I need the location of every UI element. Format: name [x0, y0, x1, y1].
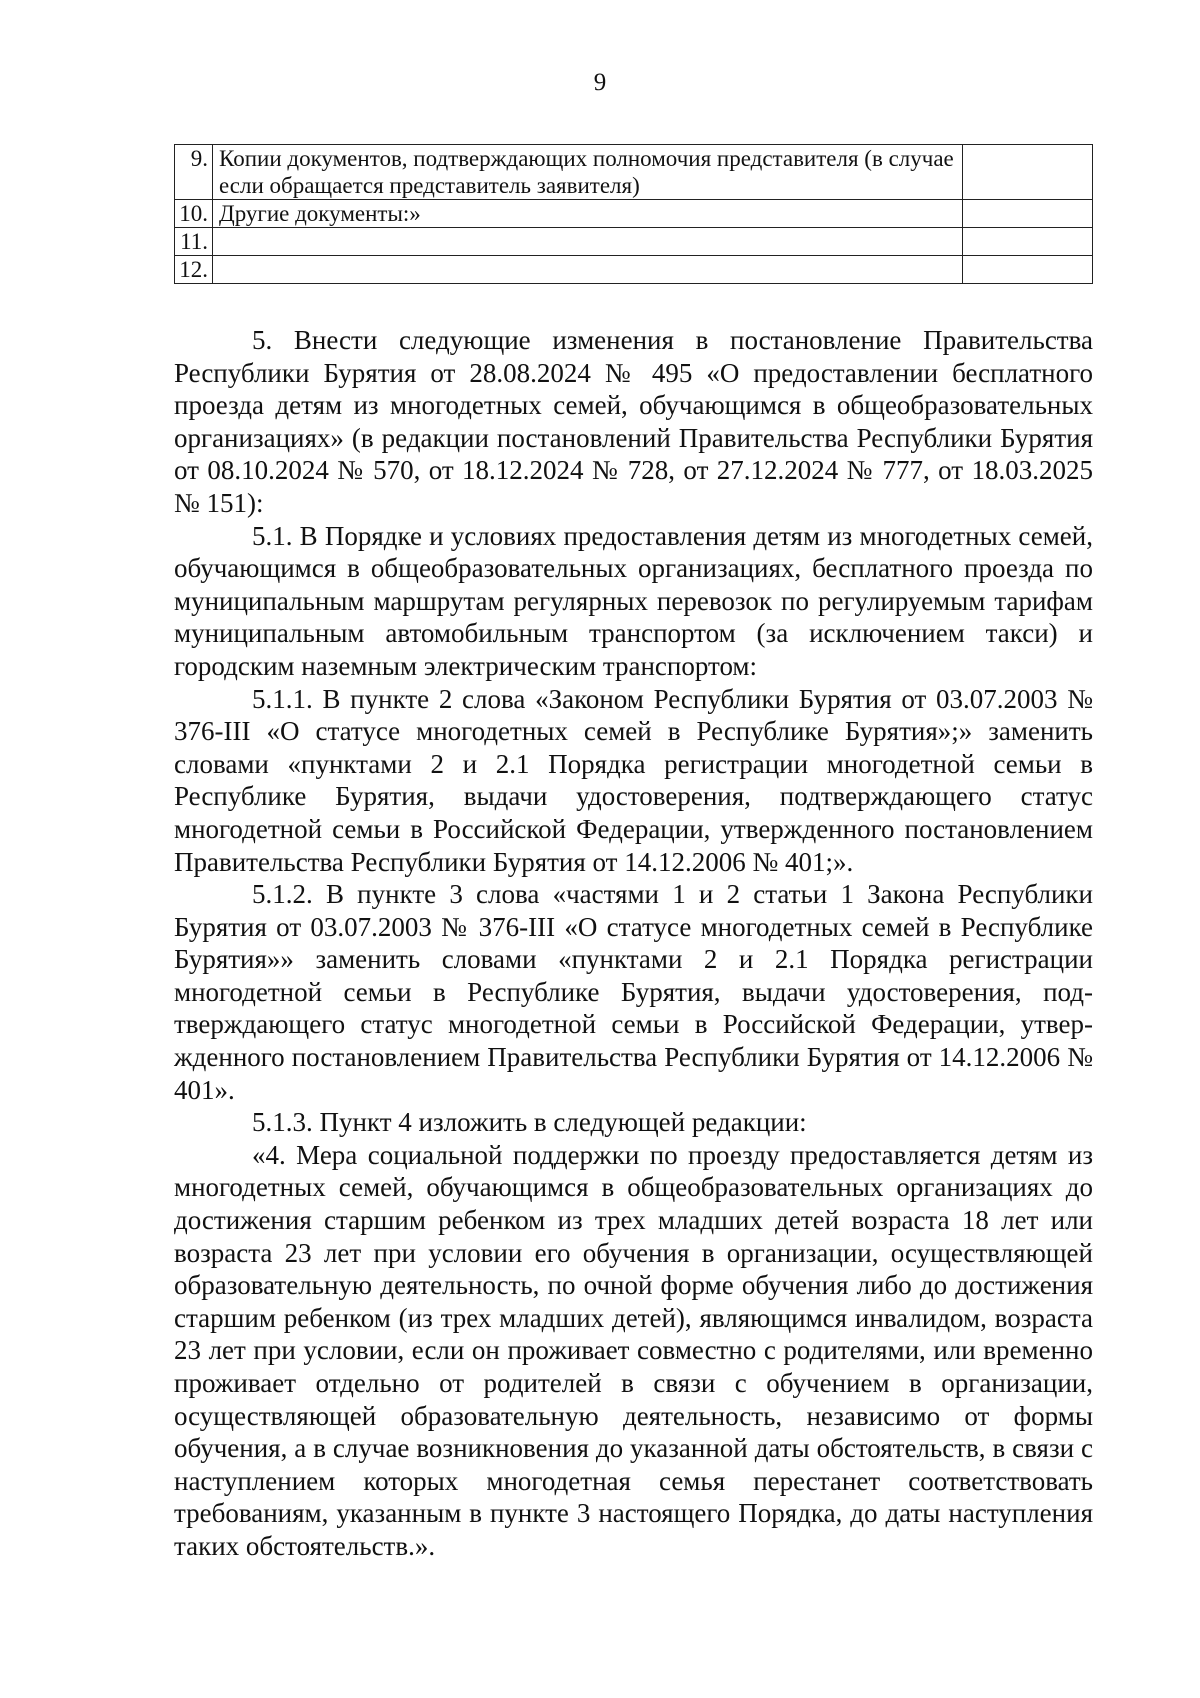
table-row: [175, 145, 1093, 200]
paragraph-5-1-3: 5.1.3. Пункт 4 изложить в следующей редакции:: [252, 1107, 807, 1138]
row-extra: [963, 145, 1093, 200]
paragraph-5-1-1: 5.1.1. В пункте 2 слова «Законом Республики Бурятия от 03.07.2003 № 376-III «О статусе многодетных семей в Республике Бурятия»;» заменить словами «пунктами 2 и 2.1 Порядка регистрации многодетной семьи в Республике Бурятия, выдачи удостоверения, подтверждающего статус многодетной семьи в Российской Федерации, утвержденного постановлением Правительства Республики Бурятия от 14.12.2006 № 401;».: [174, 683, 1093, 877]
table-row: [175, 256, 1093, 284]
paragraph-quote-4: «4. Мера социальной поддержки по проезду предоставляется детям из многодетных семей, обучающимся в общеобразовательных организациях до достижения старшим ребенком из трех младших детей возраста 18 лет или возраста 23 лет при условии его обучения в организации, осуществляющей образовательную деятельность, по очной форме обучения либо до достижения старшим ребенком (из трех младших детей), являющимся инвалидом, возраста 23 лет при условии, если он проживает совместно с родителями, или временно проживает отдельно от родителей в связи с обучением в организации, осуществляющей образовательную деятельность, независимо от формы обучения, а в случае возникновения до указанной даты обстоятельств, в связи с наступлением которых многодетная семья перестанет соответствовать требованиям, указанным в пункте 3 настоящего Порядка, до даты наступления таких обстоятельств.».: [174, 1139, 1093, 1561]
documents-table: [174, 144, 1093, 284]
page-number: 9: [593, 69, 607, 96]
row-text: [213, 256, 963, 284]
table-row: [175, 200, 1093, 228]
row-number: 9.: [175, 145, 213, 200]
row-extra: [963, 256, 1093, 284]
row-number: 12.: [175, 256, 213, 284]
document-body: [174, 324, 1093, 1563]
row-number: 10.: [175, 200, 213, 228]
table-row: [175, 228, 1093, 256]
paragraph-5-1-2: 5.1.2. В пункте 3 слова «частями 1 и 2 статьи 1 Закона Республики Бурятия от 03.07.2003 № 376-III «О статусе многодетных семей в Республике Бурятия»» заменить словами «пунктами 2 и 2.1 Порядка регистрации многодетной семьи в Республике Бурятия, выдачи удостоверения, подтверждающего статус многодетной семьи в Российской Федерации, утвержденного постановлением Правительства Республики Бурятия от 14.12.2006 № 401».: [174, 879, 1093, 1105]
paragraph-5-1: 5.1. В Порядке и условиях предоставления детям из многодетных семей, обучающимся в общеобразовательных организациях, бесплатного проезда по муниципальным маршрутам регулярных перевозок по регулируемым тарифам муниципальным автомобильным транспортом (за исключением такси) и городским наземным электрическим транспортом:: [174, 520, 1093, 681]
row-extra: [963, 228, 1093, 256]
row-extra: [963, 200, 1093, 228]
row-text: [213, 228, 963, 256]
row-number: 11.: [175, 228, 213, 256]
row-text: Другие документы:»: [213, 200, 963, 228]
paragraph-5: 5. Внести следующие изменения в постановление Правительства Республики Бурятия от 28.08.2024 № 495 «О предоставлении бесплатного проезда детям из многодетных семей, обучающимся в общеобразовательных организациях» (в редакции постановлений Правительства Республики Бурятия от 08.10.2024 № 570, от 18.12.2024 № 728, от 27.12.2024 № 777, от 18.03.2025 № 151):: [174, 325, 1093, 518]
row-text: Копии документов, подтверждающих полномочия представителя (в случае если обращается представитель заявителя): [213, 145, 963, 200]
